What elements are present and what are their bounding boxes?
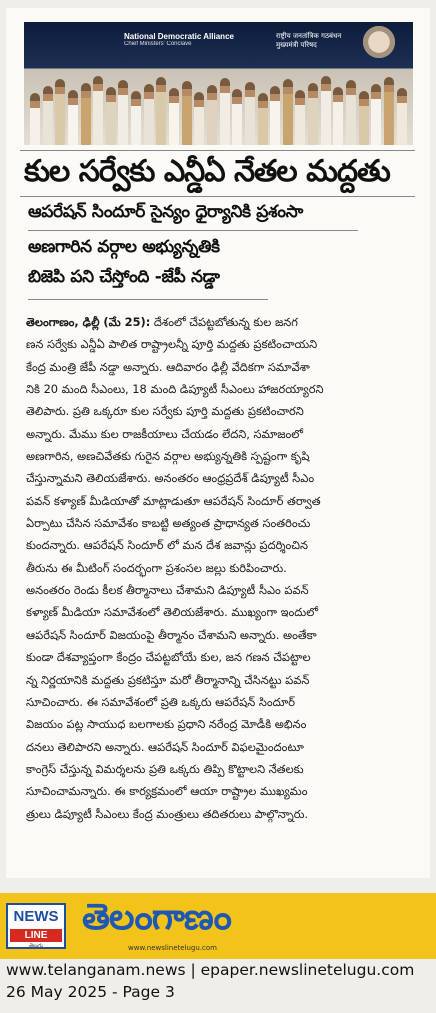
article-line: కళ్యాణ్ మీడియా సమావేశంలో తెలియజేశారు. ముఖ్యంగా ఇందులో xyxy=(26,605,318,620)
person-figure xyxy=(397,88,407,145)
person-figure xyxy=(359,91,369,145)
article-line: తెలిపారు. ప్రతి ఒక్కరూ కుల సర్వేకు పూర్తి మద్దతు ప్రకటించారని xyxy=(26,404,304,419)
person-figure xyxy=(283,79,293,145)
person-figure xyxy=(245,82,255,145)
headline: కుల సర్వేకు ఎన్డీఏ నేతల మద్దతు xyxy=(24,154,390,189)
article-line: విజయం పట్ల సాయుధ బలగాలకు ప్రధాని నరేంద్ర మోడీకి అభినం xyxy=(26,717,307,732)
article-line: అన్నారు. మేము కుల రాజకీయాలు చేయడం లేదని, సమాజంలో xyxy=(26,426,304,441)
article-line: కుందన్నారు. ఆపరేషన్ సిందూర్ లో మన దేశ జవాన్లు ప్రదర్శించిన xyxy=(26,538,308,553)
article-line: దనలు తెలిపారని అన్నారు. ఆపరేషన్ సిందూర్ విఫలమైందంటూ xyxy=(26,739,304,754)
first-line-text: దేశంలో చేపట్టబోతున్న కుల జనగ xyxy=(150,315,298,329)
article-line: కేంద్ర మంత్రి జేపీ నడ్డా అన్నారు. ఆదివారం ఢిల్లీ వేదికగా సమావేశా xyxy=(26,359,310,374)
article-body xyxy=(26,311,411,825)
person-figure xyxy=(131,91,141,145)
news-photo xyxy=(24,22,413,145)
telanganam-brand: తెలంగాణం xyxy=(82,897,231,938)
person-figure xyxy=(81,83,91,145)
person-figure xyxy=(194,92,204,145)
person-figure xyxy=(258,93,268,145)
person-figure xyxy=(384,77,394,145)
divider xyxy=(20,196,415,197)
logo-line-text: LINE xyxy=(10,929,62,942)
group-of-leaders xyxy=(30,71,407,145)
person-figure xyxy=(118,80,128,145)
footer-edition: 26 May 2025 - Page 3 xyxy=(6,983,175,1001)
article-line: అనంతరం రెండు కీలక తీర్మానాలు చేశామని డిప్యూటీ సీఎం పవన్ xyxy=(26,583,309,598)
banner-subtitle: Chief Ministers' Conclave xyxy=(124,41,192,47)
divider xyxy=(20,150,415,151)
brand-url: www.newslinetelugu.com xyxy=(128,944,217,952)
person-figure xyxy=(333,87,343,145)
article-line: కుండా దేశవ్యాప్తంగా కేంద్రం చేపట్టబోయే కుల, జన గణన చేపట్టాల xyxy=(26,650,311,665)
banner-hindi: राष्ट्रीय जनतांत्रिक गठबंधन मुख्यमंत्री परिषद xyxy=(276,32,342,49)
banner-title: National Democratic Alliance xyxy=(124,32,234,41)
person-figure xyxy=(232,89,242,145)
person-figure xyxy=(295,90,305,145)
logo-news-text: NEWS xyxy=(13,908,59,925)
article-line: నికి 20 మంది సీఎంలు, 18 మంది డిప్యూటీ సీఎంలు హాజరయ్యారని xyxy=(26,382,324,397)
article-line: సూచించారు. ఈ సమావేశంలో ప్రతి ఒక్కరు ఆపరేషన్ సిందూర్ xyxy=(26,694,296,709)
person-figure xyxy=(144,84,154,145)
photo-banner xyxy=(124,32,264,47)
article-line: న్న నిర్ణయానికి మద్దతు ప్రకటిస్తూ మరో తీర్మానాన్ని చేసినట్టు పవన్ xyxy=(26,672,310,687)
article-line: ఏర్పాటు చేసిన సమావేశం కాబట్టి అత్యంత ప్రాధాన్యత సంతరించు xyxy=(26,516,311,531)
article-line: పవన్ కళ్యాణ్ మీడియాతో మాట్లాడుతూ ఆపరేషన్ సిందూర్ తర్వాత xyxy=(26,493,321,508)
article-line: చేస్తున్నామని తెలియజేశారు. అనంతరం ఆంధ్రప్రదేశ్ డిప్యూటీ సీఎం xyxy=(26,471,315,486)
article-line: తీరును ఈ మీటింగ్ సందర్భంగా ప్రశంసల జల్లు కురిపించారు. xyxy=(26,560,287,575)
person-figure xyxy=(308,83,318,145)
subheadline-2: అణగారిన వర్గాల అభ్యున్నతికి xyxy=(28,237,220,257)
person-figure xyxy=(207,85,217,145)
article-line: అణగారిన, అణచివేతకు గురైన వర్గాల అభ్యున్నతికి స్పష్టంగా కృషి xyxy=(26,449,310,464)
person-figure xyxy=(93,76,103,145)
person-figure xyxy=(106,87,116,145)
logo-tiny-text: తెలుగు xyxy=(29,943,43,949)
person-figure xyxy=(68,90,78,145)
person-figure xyxy=(156,77,166,145)
newsline-logo xyxy=(6,903,66,949)
article-line xyxy=(26,311,411,333)
article-line: ఆపరేషన్ సిందూర్ విజయంపై తీర్మానం చేశామని అన్నారు. అంతేకా xyxy=(26,627,317,642)
banner-portrait xyxy=(353,26,405,66)
article-line: ణన సర్వేకు ఎన్డీఏ పాలిత రాష్ట్రాలన్నీ పూర్తి మద్దతు ప్రకటించాయని xyxy=(26,337,318,352)
person-figure xyxy=(182,81,192,145)
person-figure xyxy=(43,86,53,145)
person-figure xyxy=(371,84,381,145)
dateline: తెలంగాణం, ఢిల్లీ (మే 25): xyxy=(26,315,151,329)
divider xyxy=(28,230,358,231)
person-figure xyxy=(169,88,179,145)
divider xyxy=(28,299,268,300)
article-line: త్రులు డిప్యూటీ సీఎంలు కేంద్ర మంత్రులు తదితరులు పాల్గొన్నారు. xyxy=(26,806,309,821)
person-figure xyxy=(270,86,280,145)
person-figure xyxy=(55,79,65,145)
footer-sites[interactable]: www.telanganam.news | epaper.newslinetelugu.com xyxy=(6,961,415,979)
article-line: కాంగ్రెస్ చేస్తున్న విమర్శలను ప్రతి ఒక్కరు తిప్పి కొట్టాలని నేతలకు xyxy=(26,761,304,776)
person-figure xyxy=(220,78,230,145)
subheadline-1: ఆపరేషన్ సిందూర్ సైన్యం ధైర్యానికి ప్రశంసా xyxy=(28,202,303,222)
person-figure xyxy=(321,76,331,145)
person-figure xyxy=(346,80,356,145)
person-figure xyxy=(30,93,40,145)
subheadline-3: బిజెపి పని చేస్తోంది -జేపీ నడ్డా xyxy=(28,267,220,287)
article-line: సూచించామన్నారు. ఈ కార్యక్రమంలో ఆయా రాష్ట్రాల ముఖ్యమం xyxy=(26,784,308,799)
